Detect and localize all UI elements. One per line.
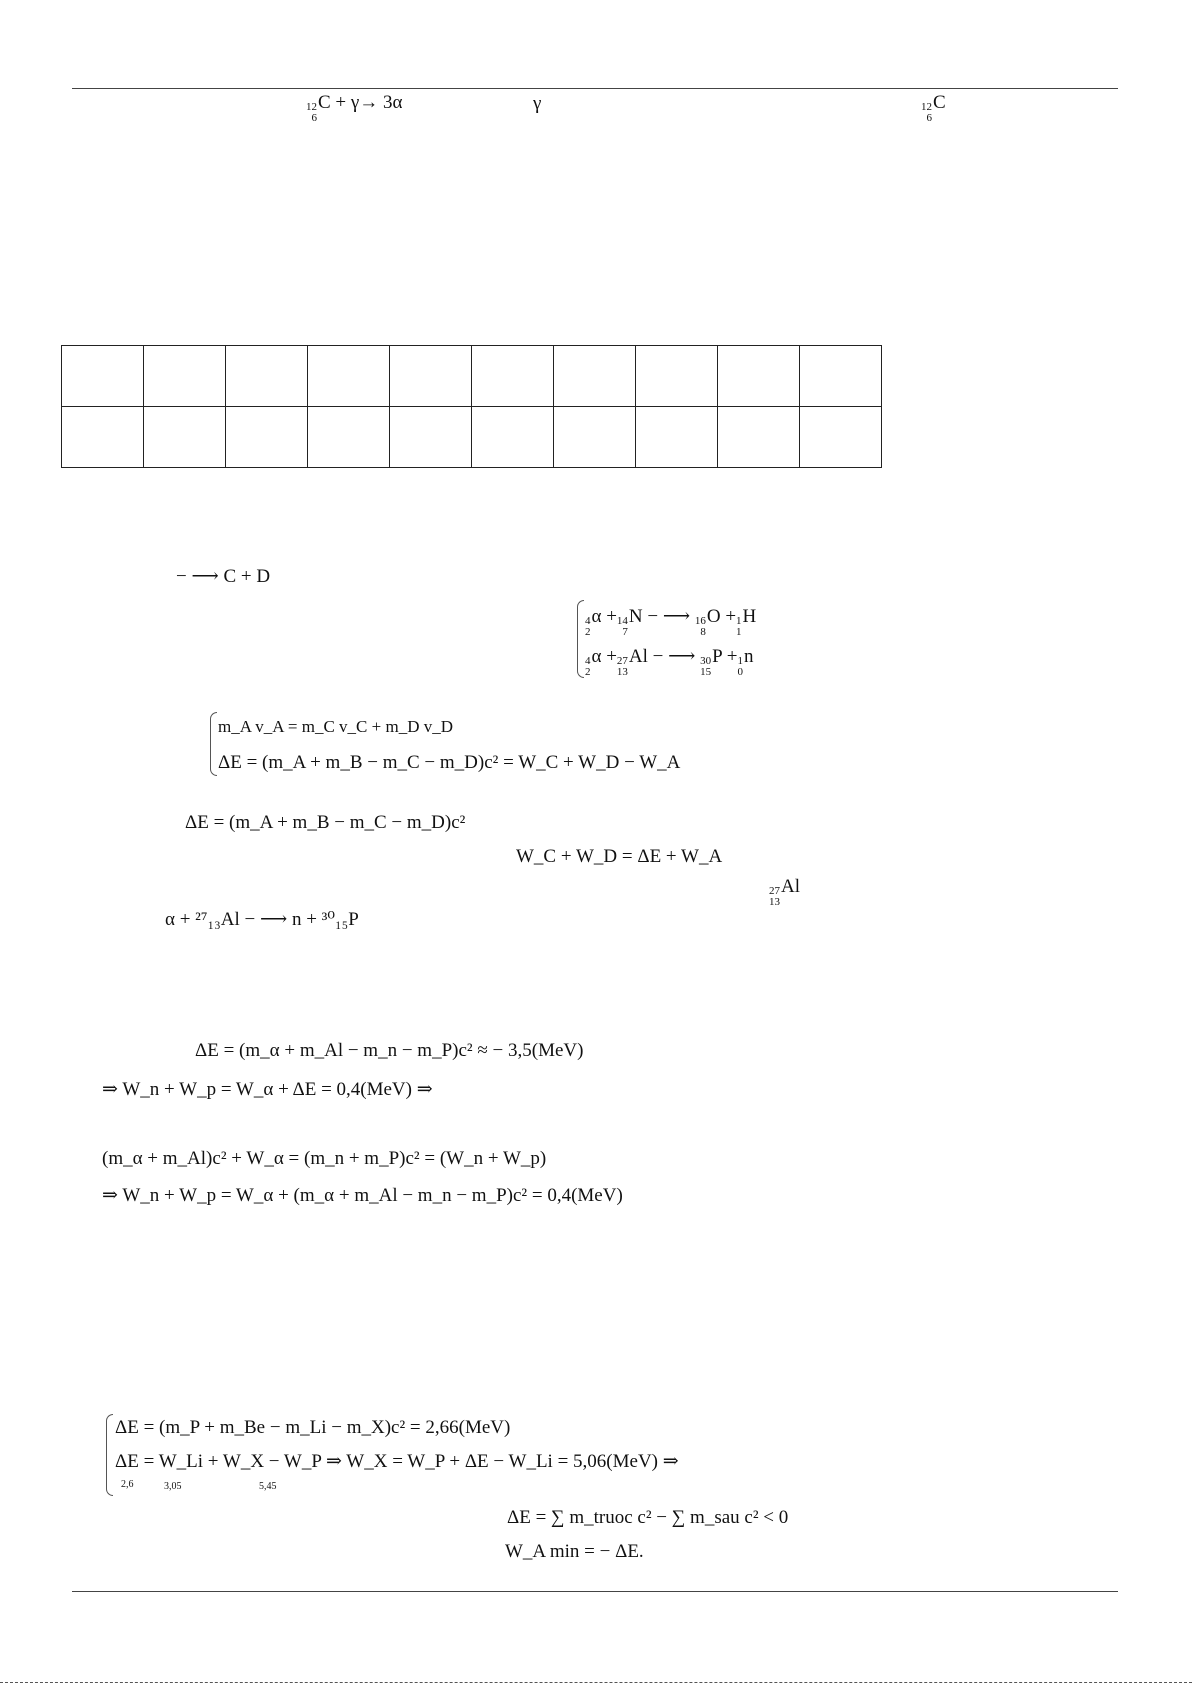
carbon-nuclide-indices-right: 12 6: [921, 100, 932, 125]
answer-grid: [61, 345, 882, 468]
delta-e-calculation: ΔE = (m_α + m_Al − m_n − m_P)c² ≈ − 3,5(MeV): [195, 1040, 584, 1061]
sum-mass-rule-formula: ΔE = ∑ m_truoc c² − ∑ m_sau c² < 0: [507, 1507, 789, 1528]
answer-cell: [554, 346, 636, 407]
answer-cell: [636, 346, 718, 407]
answer-cell: [62, 346, 144, 407]
answer-grid-row: [62, 346, 882, 407]
footer-rule: [72, 1591, 1118, 1592]
beryllium-system-brace: [106, 1414, 113, 1496]
delta-e-formula: ΔE = (m_A + m_B − m_C − m_D)c²: [185, 812, 466, 833]
beryllium-kinetic-formula: ΔE = W_Li + W_X − W_P ⇒ W_X = W_P + ΔE − W_Li = 5,06(MeV) ⇒: [115, 1451, 679, 1472]
minimum-energy-formula: W_A min = − ΔE.: [505, 1541, 644, 1562]
answer-cell: [800, 407, 882, 468]
answer-cell: [718, 407, 800, 468]
reaction-system-brace: [577, 600, 584, 678]
answer-cell: [308, 407, 390, 468]
answer-cell: [718, 346, 800, 407]
answer-cell: [226, 407, 308, 468]
kinetic-energy-sum-formula: W_C + W_D = ΔE + W_A: [516, 846, 723, 867]
answer-cell: [472, 407, 554, 468]
answer-cell: [554, 407, 636, 468]
answer-cell: [226, 346, 308, 407]
underbrace-value-wli: 3,05: [164, 1481, 182, 1492]
energy-balance-formula: (m_α + m_Al)c² + W_α = (m_n + m_P)c² = (W_n + W_p): [102, 1148, 547, 1169]
answer-cell: [144, 346, 226, 407]
alpha-nitrogen-reaction: 4 2 α + 14 7 N − ⟶ 16 8 O + 1 1 H: [585, 606, 757, 639]
answer-grid-row: [62, 407, 882, 468]
page-bottom-dashed-rule: [0, 1682, 1192, 1683]
kinetic-energy-result-2: ⇒ W_n + W_p = W_α + (m_α + m_Al − m_n − m_P)c² = 0,4(MeV): [102, 1185, 623, 1206]
answer-cell: [800, 346, 882, 407]
carbon-reaction-text: C + γ→ 3α: [318, 92, 403, 113]
momentum-conservation-formula: m_A v_A = m_C v_C + m_D v_D: [218, 717, 454, 736]
answer-cell: [472, 346, 554, 407]
underbrace-value-wp: 2,6: [121, 1479, 134, 1490]
header-rule: [72, 88, 1118, 89]
energy-conservation-formula: ΔE = (m_A + m_B − m_C − m_D)c² = W_C + W_D − W_A: [218, 752, 681, 773]
answer-cell: [144, 407, 226, 468]
carbon-nuclide-symbol: 12 6 C: [921, 92, 946, 125]
alpha-aluminium-reaction: 4 2 α + 27 13 Al − ⟶ 30 15 P + 1 0 n: [585, 646, 754, 679]
kinetic-energy-result-1: ⇒ W_n + W_p = W_α + ΔE = 0,4(MeV) ⇒: [102, 1079, 433, 1100]
answer-cell: [308, 346, 390, 407]
carbon-photodisintegration-formula: [306, 93, 403, 125]
gamma-symbol: γ: [533, 93, 542, 114]
carbon-nuclide-indices: 12 6: [306, 100, 317, 125]
aluminium-reaction-formula: α + ²⁷₁₃Al − ⟶ n + ³⁰₁₅P: [165, 909, 359, 930]
generic-reaction-formula: − ⟶ C + D: [176, 566, 271, 587]
answer-cell: [636, 407, 718, 468]
answer-cell: [390, 407, 472, 468]
underbrace-value-wx: 5,45: [259, 1481, 277, 1492]
conservation-system-brace: [210, 712, 217, 776]
beryllium-delta-e-formula: ΔE = (m_P + m_Be − m_Li − m_X)c² = 2,66(MeV): [115, 1417, 511, 1438]
answer-cell: [390, 346, 472, 407]
answer-cell: [62, 407, 144, 468]
aluminium-nuclide: 27 13 Al: [769, 876, 800, 909]
